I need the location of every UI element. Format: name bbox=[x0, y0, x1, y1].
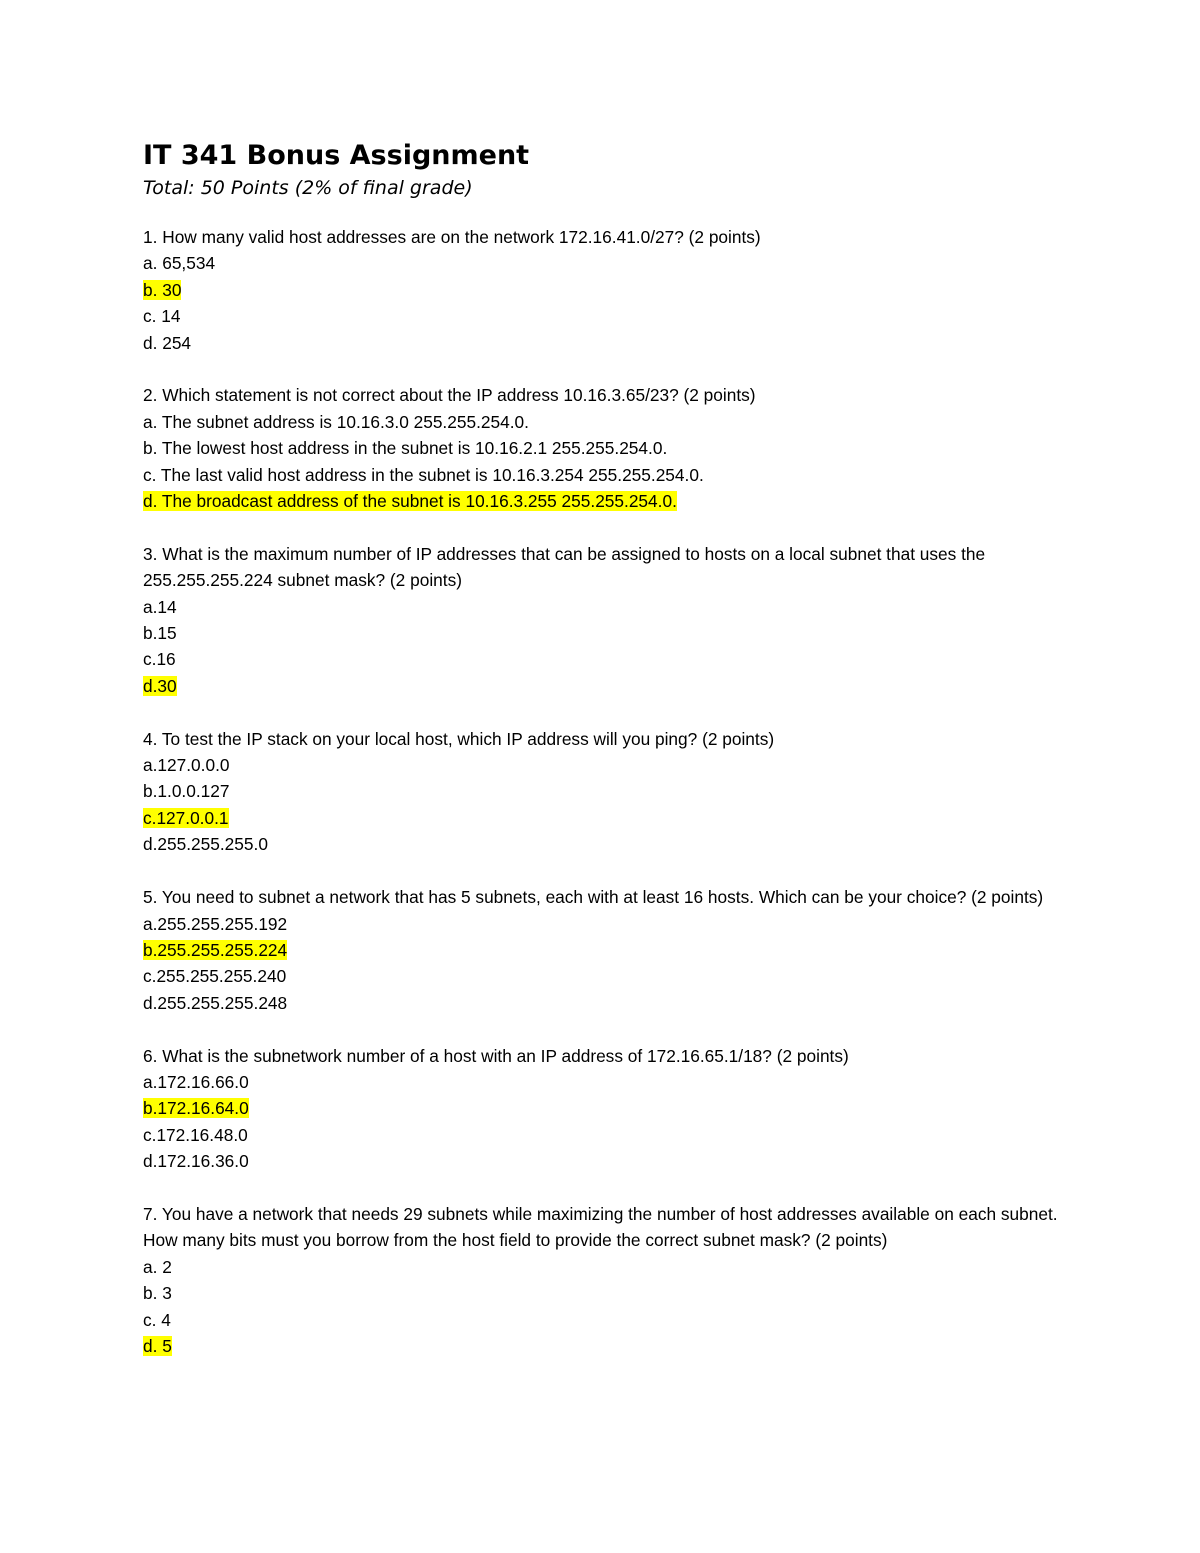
answer-option-text: d.30 bbox=[143, 675, 177, 696]
answer-option bbox=[143, 1307, 1063, 1333]
question-2 bbox=[143, 382, 1063, 514]
question-text: 2. Which statement is not correct about the IP address 10.16.3.65/23? (2 points) bbox=[143, 385, 756, 406]
answer-option-text: c.127.0.0.1 bbox=[143, 807, 229, 828]
answer-option bbox=[143, 752, 1063, 778]
answer-option bbox=[143, 620, 1063, 646]
answer-option-text: d. The broadcast address of the subnet is 10.16.3.255 255.255.254.0. bbox=[143, 491, 677, 512]
answer-option bbox=[143, 1069, 1063, 1095]
answer-option-text: a.172.16.66.0 bbox=[143, 1071, 249, 1092]
question-7 bbox=[143, 1201, 1063, 1359]
answer-option bbox=[143, 778, 1063, 804]
question-text: 6. What is the subnetwork number of a host with an IP address of 172.16.65.1/18? (2 points) bbox=[143, 1045, 849, 1066]
answer-option bbox=[143, 831, 1063, 857]
answer-option bbox=[143, 1122, 1063, 1148]
question-text: 7. You have a network that needs 29 subnets while maximizing the number of host addresses available on each subnet. How many bits must you borrow from the host field to provide the correct subnet mask? (2 points) bbox=[143, 1203, 1058, 1251]
question-4 bbox=[143, 726, 1063, 858]
answer-option bbox=[143, 990, 1063, 1016]
answer-option-text: b.172.16.64.0 bbox=[143, 1098, 249, 1119]
answer-option bbox=[143, 488, 1063, 514]
answer-option-text: a. 65,534 bbox=[143, 253, 216, 274]
document-subtitle: Total: 50 Points (2% of final grade) bbox=[143, 177, 473, 199]
answer-option-text: c. The last valid host address in the subnet is 10.16.3.254 255.255.254.0. bbox=[143, 464, 704, 485]
answer-option bbox=[143, 330, 1063, 356]
answer-option-text: d. 254 bbox=[143, 332, 192, 353]
question-3 bbox=[143, 541, 1063, 699]
answer-option bbox=[143, 963, 1063, 989]
answer-option bbox=[143, 462, 1063, 488]
answer-option bbox=[143, 673, 1063, 699]
answer-option-text: b. 3 bbox=[143, 1283, 172, 1304]
answer-option bbox=[143, 594, 1063, 620]
answer-option-text: c.172.16.48.0 bbox=[143, 1124, 248, 1145]
question-text: 3. What is the maximum number of IP addresses that can be assigned to hosts on a local subnet that uses the 255.255.255.224 subnet mask? (2 points) bbox=[143, 543, 986, 591]
question-text: 5. You need to subnet a network that has 5 subnets, each with at least 16 hosts. Which can be your choice? (2 points) bbox=[143, 887, 1044, 908]
answer-option-text: a. 2 bbox=[143, 1256, 172, 1277]
answer-option bbox=[143, 409, 1063, 435]
question-5 bbox=[143, 884, 1063, 1016]
document-title: IT 341 Bonus Assignment bbox=[143, 140, 530, 171]
answer-option bbox=[143, 250, 1063, 276]
answer-option bbox=[143, 1254, 1063, 1280]
answer-option bbox=[143, 303, 1063, 329]
answer-option-text: c.255.255.255.240 bbox=[143, 966, 287, 987]
answer-option bbox=[143, 277, 1063, 303]
question-text: 4. To test the IP stack on your local host, which IP address will you ping? (2 points) bbox=[143, 728, 775, 749]
answer-option bbox=[143, 1095, 1063, 1121]
question-1 bbox=[143, 224, 1063, 356]
answer-option-text: a.127.0.0.0 bbox=[143, 755, 230, 776]
answer-option bbox=[143, 1333, 1063, 1359]
answer-option bbox=[143, 435, 1063, 461]
answer-option-text: b.1.0.0.127 bbox=[143, 781, 230, 802]
answer-option bbox=[143, 805, 1063, 831]
document-page bbox=[143, 138, 1063, 1386]
answer-option-text: c.16 bbox=[143, 649, 176, 670]
answer-option-text: c. 14 bbox=[143, 306, 181, 327]
question-6 bbox=[143, 1043, 1063, 1175]
answer-option-text: d.255.255.255.248 bbox=[143, 992, 288, 1013]
answer-option bbox=[143, 1148, 1063, 1174]
answer-option-text: b.255.255.255.224 bbox=[143, 939, 288, 960]
answer-option-text: c. 4 bbox=[143, 1309, 171, 1330]
answer-option bbox=[143, 911, 1063, 937]
answer-option bbox=[143, 1280, 1063, 1306]
question-list bbox=[143, 224, 1063, 1359]
answer-option bbox=[143, 937, 1063, 963]
question-text: 1. How many valid host addresses are on the network 172.16.41.0/27? (2 points) bbox=[143, 227, 761, 247]
answer-option-text: d.172.16.36.0 bbox=[143, 1151, 249, 1172]
answer-option-text: b. The lowest host address in the subnet is 10.16.2.1 255.255.254.0. bbox=[143, 438, 668, 459]
answer-option-text: d.255.255.255.0 bbox=[143, 834, 268, 855]
answer-option bbox=[143, 646, 1063, 672]
answer-option-text: a.255.255.255.192 bbox=[143, 913, 288, 934]
answer-option-text: b. 30 bbox=[143, 279, 182, 300]
answer-option-text: b.15 bbox=[143, 623, 177, 644]
answer-option-text: d. 5 bbox=[143, 1335, 172, 1356]
answer-option-text: a.14 bbox=[143, 596, 177, 617]
answer-option-text: a. The subnet address is 10.16.3.0 255.255.254.0. bbox=[143, 411, 529, 432]
